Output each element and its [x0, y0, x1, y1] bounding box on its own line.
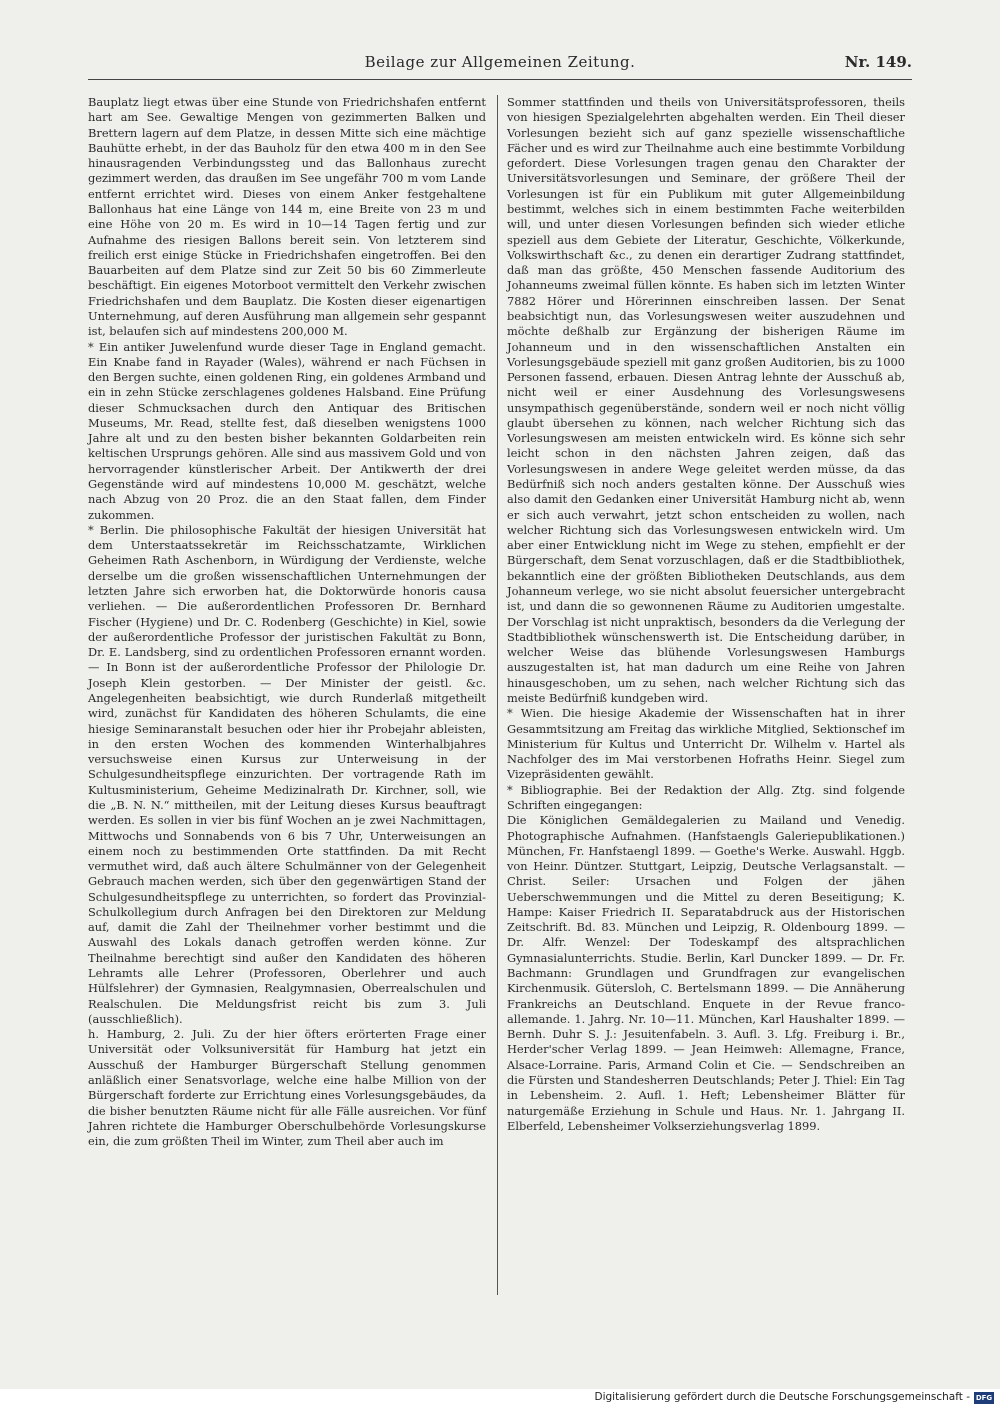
article-bauplatz: Bauplatz liegt etwas über eine Stunde von Friedrichshafen entfernt hart am See. Gewaltige Mengen von gezimmerten Balken und Brettern lagern auf dem Platze, in dessen Mitte sich eine mächtige Bauhütte erhebt, in der das Bauholz für den etwa 400 m in den See hinausragenden Verbindungssteg und das Ballonhaus zurecht gezimmert werden, das draußen im See ungefähr 700 m vom Lande entfernt errichtet wird. Dieses von einem Anker festgehaltene Ballonhaus hat eine Länge von 144 m, eine Breite von 23 m und eine Höhe von 20 m. Es wird in 10—14 Tagen fertig und zur Aufnahme des riesigen Ballons bereit sein. Von letzterem sind freilich erst einige Stücke in Friedrichshafen eingetroffen. Bei den Bauarbeiten auf dem Platze sind zur Zeit 50 bis 60 Zimmerleute beschäftigt. Ein eigenes Motorboot vermittelt den Verkehr zwischen Friedrichshafen und dem Bauplatz. Die Kosten dieser eigenartigen Unternehmung, auf deren Ausführung man allgemein sehr gespannt ist, belaufen sich auf mindestens 200,000 M.: [88, 95, 486, 339]
article-hamburg: h. Hamburg, 2. Juli. Zu der hier öfters erörterten Frage einer Universität oder Volksuniversität für Hamburg hat jetzt ein Ausschuß der Hamburger Bürgerschaft Stellung genommen anläßlich einer Senatsvorlage, welche eine halbe Million von der Bürgerschaft forderte zur Errichtung eines Vorlesungsgebäudes, da die bisher benutzten Räume nicht für alle Fälle ausreichen. Vor fünf Jahren richtete die Hamburger Oberschulbehörde Vorlesungskurse ein, die zum größten Theil im Winter, zum Theil aber auch im: [88, 1027, 486, 1149]
column-divider: [497, 95, 498, 1295]
article-bibliographie: * Bibliographie. Bei der Redaktion der Allg. Ztg. sind folgende Schriften eingegangen:: [507, 782, 905, 812]
issue-number: Nr. 149.: [844, 53, 912, 71]
dfg-credit: Digitalisierung gefördert durch die Deutsche Forschungsgemeinschaft -: [594, 1391, 970, 1403]
article-hamburg-continued: Sommer stattfinden und theils von Universitätsprofessoren, theils von hiesigen Spezialgelehrten abgehalten werden. Ein Theil dieser Vorlesungen bezieht sich auf ganz spezielle wissenschaftliche Fächer und es wird zur Theilnahme auch eine bestimmte Vorbildung gefordert. Diese Vorlesungen tragen genau den Charakter der Universitätsvorlesungen und Seminare, der größere Theil der Vorlesungen ist für ein Publikum mit guter Allgemeinbildung bestimmt, welches sich in einem bestimmten Fache weiterbilden will, und unter diesen Vorlesungen befinden sich wieder etliche speziell aus dem Gebiete der Literatur, Geschichte, Völkerkunde, Volkswirthschaft &c., zu denen ein derartiger Zudrang stattfindet, daß man das größte, 450 Menschen fassende Auditorium des Johanneums zweimal füllen könnte. Es haben sich im letzten Winter 7882 Hörer und Hörerinnen einschreiben lassen. Der Senat beabsichtigt nun, das Vorlesungswesen weiter auszudehnen und möchte deßhalb zur Ergänzung der bisherigen Räume im Johanneum und in den wissenschaftlichen Anstalten ein Vorlesungsgebäude speziell mit ganz großen Auditorien, bis zu 1000 Personen fassend, erbauen. Diesen Antrag lehnte der Ausschuß ab, nicht weil er einer Ausdehnung des Vorlesungswesens unsympathisch gegenüberstände, sondern weil er noch nicht völlig glaubt übersehen zu können, nach welcher Richtung sich das Vorlesungswesen am meisten entwickeln wird. Es könne sich sehr leicht schon in den nächsten Jahren zeigen, daß das Vorlesungswesen in andere Wege geleitet werden müsse, da das Bedürfniß sich noch anders gestalten könne. Der Ausschuß wies also damit den Gedanken einer Universität Hamburg nicht ab, wenn er sich auch verwahrt, jetzt schon entscheiden zu wollen, nach welcher Richtung sich das Vorlesungswesen entwickeln wird. Um aber einer Entwicklung nicht im Wege zu stehen, empfiehlt er der Bürgerschaft, dem Senat vorzuschlagen, daß er die Stadtbibliothek, bekanntlich eine der größten Bibliotheken Deutschlands, aus dem Johanneum verlege, wo sie nicht absolut feuersicher untergebracht ist, und dann die so gewonnenen Räume zu Auditorien umgestalte. Der Vorschlag ist nicht unpraktisch, besonders da die Verlegung der Stadtbibliothek wünschenswerth ist. Die Entscheidung darüber, in welcher Weise das blühende Vorlesungswesen Hamburgs auszugestalten ist, hat man dadurch um eine Reihe von Jahren hinausgeschoben, um zu sehen, nach welcher Richtung sich das meiste Bedürfniß kundgeben wird.: [507, 95, 905, 705]
bibliography-list: Die Königlichen Gemäldegalerien zu Mailand und Venedig. Photographische Aufnahmen. (Hanfstaengls Galeriepublikationen.) München, Fr. Hanfstaengl 1899. — Goethe's Werke. Auswahl. Hggb. von Heinr. Düntzer. Stuttgart, Leipzig, Deutsche Verlagsanstalt. — Christ. Seiler: Ursachen und Folgen der jähen Ueberschwemmungen und die Mittel zu deren Beseitigung; K. Hampe: Kaiser Friedrich II. Separatabdruck aus der Historischen Zeitschrift. Bd. 83. München und Leipzig, R. Oldenbourg 1899. — Dr. Alfr. Wenzel: Der Todeskampf des altsprachlichen Gymnasialunterrichts. Studie. Berlin, Karl Duncker 1899. — Dr. Fr. Bachmann: Grundlagen und Grundfragen zur evangelischen Kirchenmusik. Gütersloh, C. Bertelsmann 1899. — Die Annäherung Frankreichs an Deutschland. Enquete in der Revue franco-allemande. 1. Jahrg. Nr. 10—11. München, Karl Haushalter 1899. — Bernh. Duhr S. J.: Jesuitenfabeln. 3. Aufl. 3. Lfg. Freiburg i. Br., Herder'scher Verlag 1899. — Jean Heimweh: Allemagne, France, Alsace-Lorraine. Paris, Armand Colin et Cie. — Sendschreiben an die Fürsten und Standesherren Deutschlands; Peter J. Thiel: Ein Tag in Lebensheim. 2. Aufl. 1. Heft; Lebensheimer Blätter für naturgemäße Erziehung in Schule und Haus. Nr. 1. Jahrgang II. Elberfeld, Lebensheimer Volkserziehungsverlag 1899.: [507, 813, 905, 1133]
left-column: [88, 95, 486, 1149]
right-column: [507, 95, 905, 1134]
article-berlin: * Berlin. Die philosophische Fakultät der hiesigen Universität hat dem Unterstaatssekretär im Reichsschatzamte, Wirklichen Geheimen Rath Aschenborn, in Würdigung der Verdienste, welche derselbe um die großen wissenschaftlichen Unternehmungen der letzten Jahre sich erworben hat, die Doktorwürde honoris causa verliehen. — Die außerordentlichen Professoren Dr. Bernhard Fischer (Hygiene) und Dr. C. Rodenberg (Geschichte) in Kiel, sowie der außerordentliche Professor der juristischen Fakultät zu Bonn, Dr. E. Landsberg, sind zu ordentlichen Professoren ernannt worden. — In Bonn ist der außerordentliche Professor der Philologie Dr. Joseph Klein gestorben. — Der Minister der geistl. &c. Angelegenheiten beabsichtigt, wie durch Runderlaß mitgetheilt wird, zunächst für Kandidaten des höheren Schulamts, die eine hiesige Seminaranstalt besuchen oder hier ihr Probejahr ableisten, in den ersten Wochen des kommenden Winterhalbjahres versuchsweise einen Kursus zur Unterweisung in der Schulgesundheitspflege einzurichten. Der vortragende Rath im Kultusministerium, Geheime Medizinalrath Dr. Kirchner, soll, wie die „B. N. N.“ mittheilen, mit der Leitung dieses Kursus beauftragt werden. Es sollen in vier bis fünf Wochen an je zwei Nachmittagen, Mittwochs und Sonnabends von 6 bis 7 Uhr, Unterweisungen an einem noch zu bestimmenden Orte stattfinden. Da mit Recht vermuthet wird, daß auch ältere Schulmänner von der Gelegenheit Gebrauch machen werden, sich über den gegenwärtigen Stand der Schulgesundheitspflege zu unterrichten, so fordert das Provinzial-Schulkollegium durch Anfragen bei den Direktoren zur Meldung auf, damit die Zahl der Theilnehmer vorher bestimmt und die Auswahl des Lokals danach getroffen werden könne. Zur Theilnahme berechtigt sind außer den Kandidaten des höheren Lehramts alle Lehrer (Professoren, Oberlehrer und auch Hülfslehrer) der Gymnasien, Realgymnasien, Oberrealschulen und Realschulen. Die Meldungsfrist reicht bis zum 3. Juli (ausschließlich).: [88, 522, 486, 1026]
digitization-footer: [0, 1389, 1000, 1407]
supplement-title: Beilage zur Allgemeinen Zeitung.: [364, 53, 636, 71]
article-juwelenfund: * Ein antiker Juwelenfund wurde dieser Tage in England gemacht. Ein Knabe fand in Rayader (Wales), während er nach Füchsen in den Bergen suchte, einen goldenen Ring, ein goldenes Armband und ein in zehn Stücke zerschlagenes goldenes Halsband. Eine Prüfung dieser Schmucksachen durch den Antiquar des Britischen Museums, Mr. Read, stellte fest, daß dieselben wenigstens 1000 Jahre alt und zu den besten bisher bekannten Goldarbeiten rein keltischen Ursprungs gehören. Alle sind aus massivem Gold und von hervorragender künstlerischer Arbeit. Der Antikwerth der drei Gegenstände wird auf mindestens 10,000 M. geschätzt, welche nach Abzug von 20 Proz. die an den Staat fallen, dem Finder zukommen.: [88, 339, 486, 522]
article-wien: * Wien. Die hiesige Akademie der Wissenschaften hat in ihrer Gesammtsitzung am Freitag das wirkliche Mitglied, Sektionschef im Ministerium für Kultus und Unterricht Dr. Wilhelm v. Hartel als Nachfolger des im Mai verstorbenen Hofraths Heinr. Siegel zum Vizepräsidenten gewählt.: [507, 706, 905, 782]
page-header: [88, 47, 912, 80]
dfg-logo-icon: DFG: [975, 1394, 993, 1402]
